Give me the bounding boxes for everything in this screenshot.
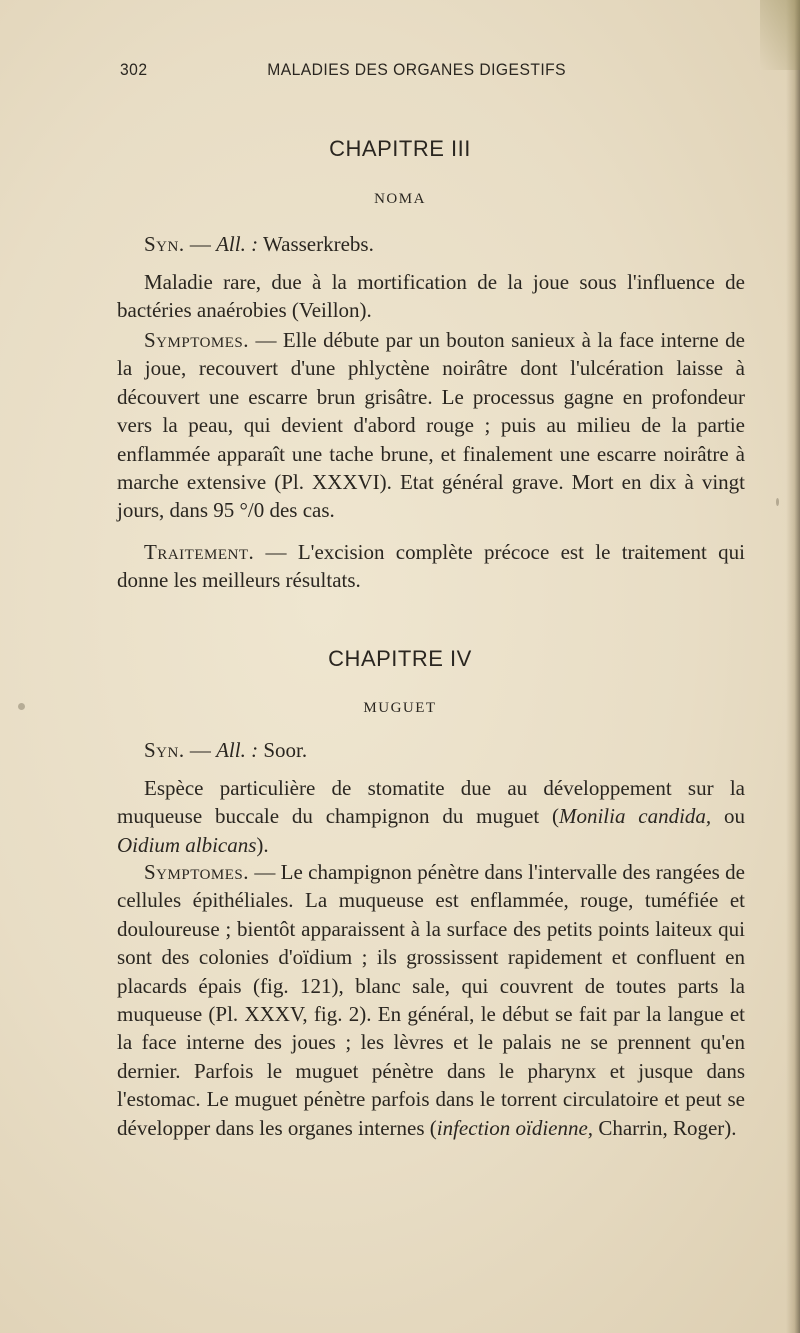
intro-text: Espèce particulière de stomatite due au développement sur la muqueuse buccale du champignon du muguet ( [117,776,745,829]
chapter-4-synonym [117,736,745,764]
symptoms-end: Charrin, Roger). [593,1115,737,1140]
syn-label: Syn. [144,738,185,762]
species-name: Oidium albicans [117,832,257,857]
syn-label: Syn. [144,232,185,256]
chapter-3-intro: Maladie rare, due à la mortification de la joue sous l'influence de bactéries anaérobies (Veillon). [117,270,745,323]
chapter-3-symptoms [117,326,745,525]
symptoms-text: — Elle débute par un bouton sanieux à la face interne de la joue, recouvert d'une phlyctène noirâtre dont l'ulcération laisse à découvert une escarre brun grisâtre. Le processus gagne en profondeur vers la peau, qui devient d'abord rouge ; puis au milieu de la partie enflammée apparaît une tache brune, et finalement une escarre noirâtre à marche extensive (Pl. XXXVI). Etat général grave. Mort en dix à vingt jours, dans 95 °/0 des cas. [117,328,745,523]
species-name: Monilia candida, [558,804,712,829]
page-number: 302 [120,60,148,79]
running-header [120,60,571,86]
chapter-4-intro [117,774,745,859]
synonym-text: Wasserkrebs. [258,232,374,256]
running-title: MALADIES DES ORGANES DIGESTIFS [267,60,567,79]
symptoms-text: — Le champignon pénètre dans l'intervalle des rangées de cellules épithéliales. La muqueuse est enflammée, rouge, tuméfiée et douloureuse ; bientôt apparaissent à la surface des petits points laiteux qui sont des colonies d'oïdium ; ils grossissent rapidement et confluent en placards épais (fig. 121), blanc sale, qui couvrent de toutes parts la muqueuse (Pl. XXXV, fig. 2). En général, le début se fait par la langue et la face interne des joues ; les lèvres et le palais ne se prennent qu'en dernier. Parfois le muguet pénètre dans le pharynx et jusque dans l'estomac. Le muguet pénètre parfois dans le torrent circulatoire et peut se développer dans les organes internes ( [117,860,745,1140]
chapter-3-treatment [117,538,745,595]
symptoms-label: Symptomes. [144,328,250,352]
chapter-3-title: CHAPITRE III [329,136,471,161]
synonym-text: Soor. [258,738,308,762]
treatment-text: — L'excision complète précoce est le traitement qui donne les meilleurs résultats. [117,540,745,593]
chapter-3-subtitle: NOMA [374,191,426,207]
chapter-4-subtitle: MUGUET [363,700,437,716]
symptoms-label: Symptomes. [144,860,250,884]
treatment-label: Traitement. [144,540,255,564]
dash: — [184,738,217,762]
infection-term: infection oïdienne, [436,1115,594,1140]
page-corner-stain [760,0,800,70]
chapter-3-synonym [117,230,745,258]
language-abbrev: All. : [216,232,259,256]
dash: — [184,232,217,256]
language-abbrev: All. : [216,738,259,762]
intro-text: ou [711,804,746,829]
chapter-4-title: CHAPITRE IV [328,646,472,671]
paper-spot [776,498,779,506]
intro-text: ). [256,832,269,857]
chapter-4-symptoms [117,858,745,1142]
